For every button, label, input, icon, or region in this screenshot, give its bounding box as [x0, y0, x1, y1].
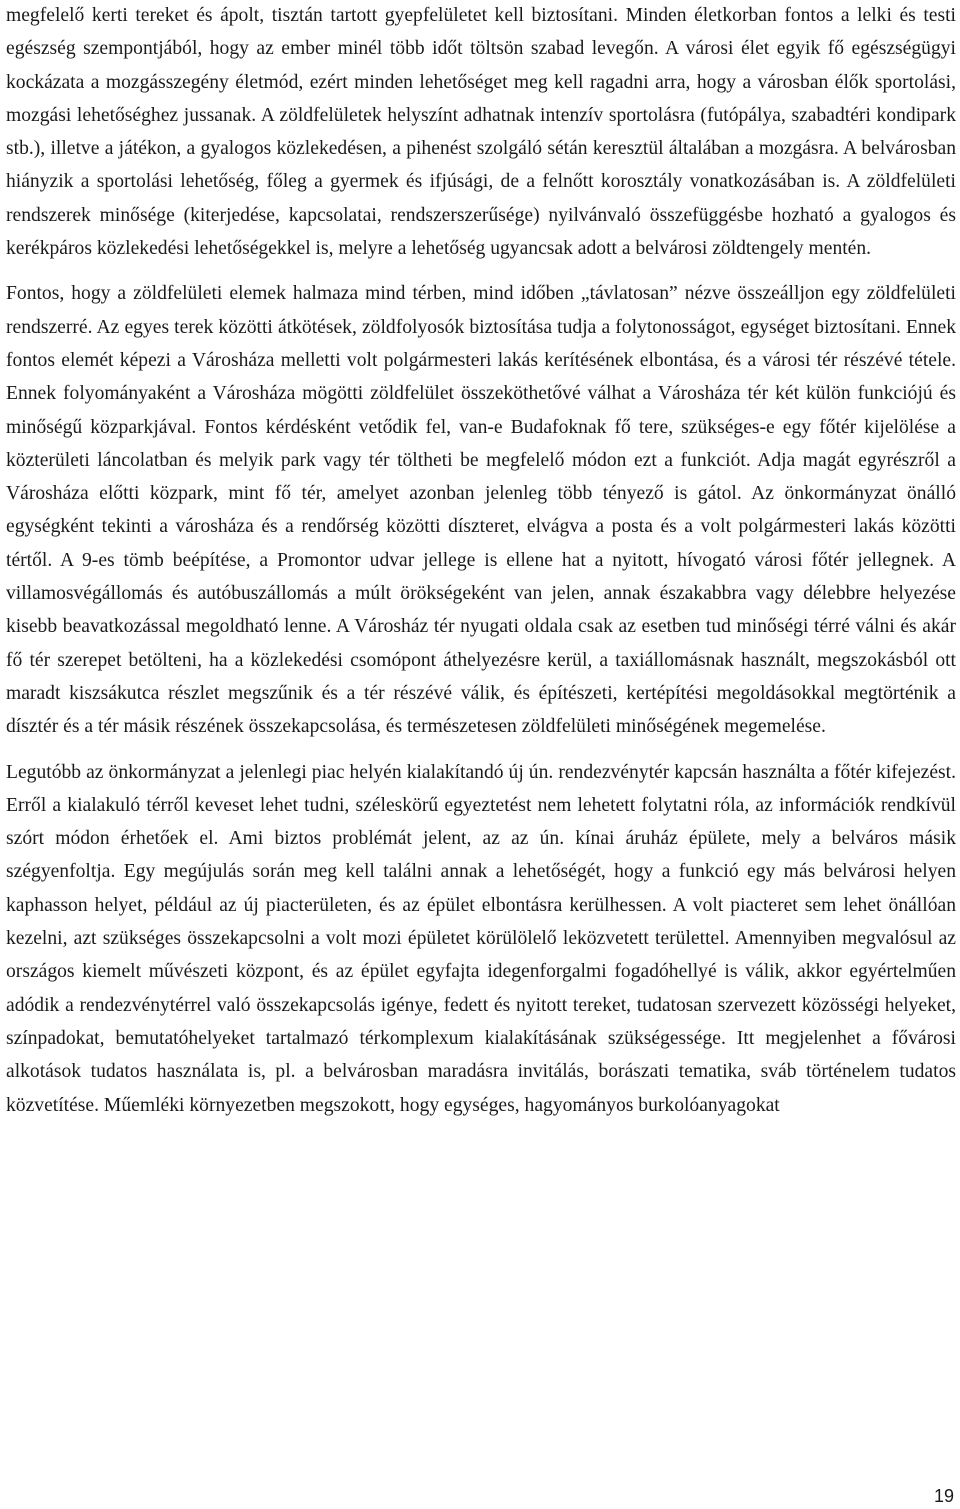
document-page [6, 0, 956, 1122]
page-number: 19 [933, 1486, 954, 1506]
paragraph-event-square: Legutóbb az önkormányzat a jelenlegi piac helyén kialakítandó új ún. rendezvénytér kapcsán használta a főtér kifejezést. Erről a kialakuló térről keveset lehet tudni, széleskörű egyeztetést nem lehetett folytatni róla, az információk rendkívül szórt módon érhetőek el. Ami biztos problémát jelent, az az ún. kínai áruház épülete, mely a belváros másik szégyenfoltja. Egy megújulás során meg kell találni annak a lehetőségét, hogy a funkció egy más belvárosi helyen kaphasson helyet, például az új piacterületen, és az épület elbontásra kerülhessen. A volt piacteret sem lehet önállóan kezelni, azt szükséges összekapcsolni a volt mozi épületet körülölelő leközvetett területtel. Amennyiben megvalósul az országos kiemelt művészeti központ, és az épület egyfajta idegenforgalmi fogadóhellyé is válik, akkor egyértelműen adódik a rendezvénytérrel való összekapcsolás igénye, fedett és nyitott tereket, tudatosan szervezett közösségi helyeket, színpadokat, bemutatóhelyeket tartalmazó térkomplexum kialakításának szükségessége. Itt megjelenhet a fővárosi alkotások tudatos használata is, pl. a belvárosban maradásra invitálás, borászati tematika, sváb történelem tudatos közvetítése. Műemléki környezetben megszokott, hogy egységes, hagyományos burkolóanyagokat [6, 761, 956, 1116]
paragraph-green-space-system: Fontos, hogy a zöldfelületi elemek halmaza mind térben, mind időben „távlatosan” nézve összeálljon egy zöldfelületi rendszerré. Az egyes terek közötti átkötések, zöldfolyosók biztosítása tudja a folytonosságot, egységet biztosítani. Ennek fontos elemét képezi a Városháza melletti volt polgármesteri lakás kerítésének elbontása, és a városi tér részévé tétele. Ennek folyományaként a Városháza mögötti zöldfelület összeköthetővé válhat a Városháza tér két külön funkciójú és minőségű közparkjával. Fontos kérdésként vetődik fel, van-e Budafoknak fő tere, szükséges-e egy főtér kijelölése a közterületi láncolatban és melyik park vagy tér töltheti be megfelelő módon ezt a funkciót. Adja magát egyrészről a Városháza előtti közpark, mint fő tér, amelyet azonban jelenleg több tényező is gátol. Az önkormányzat önálló egységként tekinti a városháza és a rendőrség közötti díszteret, elvágva a posta és a volt polgármesteri lakás közötti tértől. A 9-es tömb beépítése, a Promontor udvar jellege is ellene hat a nyitott, hívogató városi főtér jellegnek. A villamosvégállomás és autóbuszállomás a múlt örökségeként van jelen, annak északabbra vagy délebbre helyezése kisebb beavatkozással megoldható lenne. A Városház tér nyugati oldala csak az esetben tud minőségi térré válni és akár fő tér szerepet betölteni, ha a közlekedési csomópont áthelyezésre kerül, a taxiállomásnak használt, megszokásból ott maradt kiszsákutca részlet megszűnik és a tér részévé válik, és építészeti, kertépítési megoldásokkal megtörténik a dísztér és a tér másik részének összekapcsolása, és természetesen zöldfelületi minőségének megemelése. [6, 283, 956, 738]
paragraph-green-space-health: megfelelő kerti tereket és ápolt, tisztán tartott gyepfelületet kell biztosítani. Minden életkorban fontos a lelki és testi egészség szempontjából, hogy az ember minél több időt töltsön szabad levegőn. A városi élet egyik fő egészségügyi kockázata a mozgásszegény életmód, ezért minden lehetőséget meg kell ragadni arra, hogy a városban élők sportolási, mozgási lehetőséghez jussanak. A zöldfelületek helyszínt adhatnak intenzív sportolásra (futópálya, szabadtéri kondipark stb.), illetve a játékon, a gyalogos közlekedésen, a pihenést szolgáló sétán keresztül általában a mozgásra. A belvárosban hiányzik a sportolási lehetőség, főleg a gyermek és ifjúsági, de a felnőtt korosztály vonatkozásában is. A zöldfelületi rendszerek minősége (kiterjedése, kapcsolatai, rendszerszerűsége) nyilvánvaló összefüggésbe hozható a gyalogos és kerékpáros közlekedési lehetőségekkel is, melyre a lehetőség ugyancsak adott a belvárosi zöldtengely mentén. [6, 5, 956, 260]
